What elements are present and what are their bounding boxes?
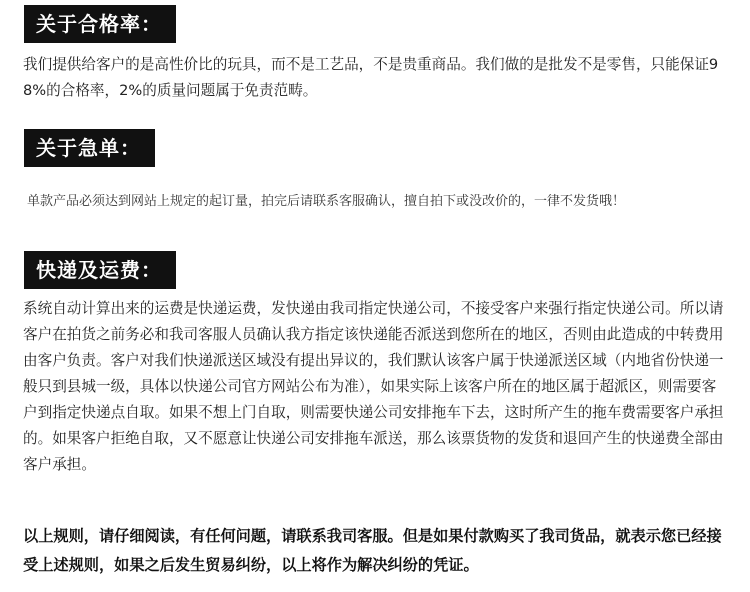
closing-statement: 以上规则，请仔细阅读，有任何问题，请联系我司客服。但是如果付款购买了我司货品，就表示您已经接受上述规则，如果之后发生贸易纠纷，以上将作为解决纠纷的凭证。 (23, 527, 722, 574)
pass-rate-text: 我们提供给客户的是高性价比的玩具，而不是工艺品，不是贵重商品。我们做的是批发不是零售，只能保证98%的合格率，2%的质量问题属于免责范畴。 (23, 56, 719, 99)
pass-rate-heading: 关于合格率： (24, 5, 176, 43)
rush-order-heading: 关于急单： (24, 129, 155, 167)
shipping-heading: 快递及运费： (24, 251, 176, 289)
shipping-text: 系统自动计算出来的运费是快递运费，发快递由我司指定快递公司，不接受客户来强行指定快递公司。所以请客户在拍货之前务必和我司客服人员确认我方指定该快递能否派送到您所在的地区，否则由此造成的中转费用由客户负责。客户对我们快递派送区域没有提出异议的，我们默认该客户属于快递派送区域（内地省份快递一般只到县城一级，具体以快递公司官方网站公布为准），如果实际上该客户所在的地区属于超派区，则需要客户到指定快递点自取。如果不想上门自取，则需要快递公司安排拖车下去，这时所产生的拖车费需要客户承担的。如果客户拒绝自取，又不愿意让快递公司安排拖车派送，那么该票货物的发货和退回产生的快递费全部由客户承担。 (23, 300, 724, 473)
rush-order-text: 单款产品必须达到网站上规定的起订量，拍完后请联系客服确认，擅自拍下或没改价的，一律不发货哦！ (27, 194, 626, 209)
